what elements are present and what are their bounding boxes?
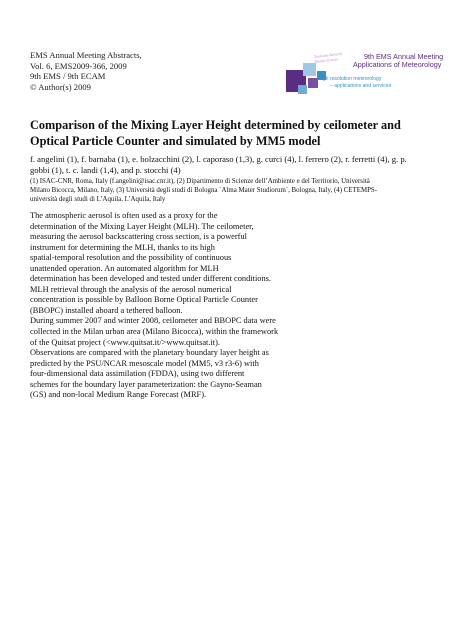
abstract-line: of the Quitsat project (<www.quitsat.it/>www.quitsat.it). [30,337,221,347]
ems-logo [284,50,444,96]
abstract-line: The atmospheric aerosol is often used as a proxy for the [30,211,218,220]
header-line: 9th EMS / 9th ECAM [30,71,106,82]
affiliation-line: Milano Bicocca, Milano, Italy, (3) Università degli studi di Bologna `Alma Mater Studiorum`, Bologna, Italy, (4) CETEMPS- [30,187,378,194]
affiliation-line: (1) ISAC-CNR, Roma, Italy (f.angelini@isac.cnr.it), (2) Dipartimento di Scienze dell’Ambiente e del Territorio, Università [30,178,370,185]
abstract-line: (GS) and non-local Medium Range Forecast (MRF). [30,390,207,400]
abstract-line: determination has been developed and tested under different conditions. [30,274,272,284]
abstract-line: MLH retrieval through the analysis of the aerosol numerical [30,284,232,294]
logo-title-line2: Applications of Meteorology [353,60,442,69]
journal-header [30,50,230,92]
abstract-line: measuring the aerosol backscattering cross section, is a powerful [30,232,247,242]
title-line: Comparison of the Mixing Layer Height determined by ceilometer and [30,118,401,132]
title-line: Optical Particle Counter and simulated by MM5 model [30,133,321,148]
abstract-line: spatial-temporal resolution and the possibility of continuous [30,253,232,263]
abstract-line: predicted by the PSU/NCAR mesoscale model (MM5, v3 r3-6) with [30,358,259,368]
header-line: Vol. 6, EMS2009-366, 2009 [30,60,127,71]
abstract-line: four-dimensional data assimilation (FDDA), using two different [30,369,245,379]
abstract-line: instrument for determining the MLH, thanks to its high [30,242,215,252]
abstract-body [30,211,330,401]
abstract-line: unattended operation. An automated algorithm for MLH [30,263,219,273]
abstract-line: collected in the Milan urban area (Milano Bicocca), within the framework [30,327,279,337]
abstract-line: schemes for the boundary layer parameterization: the Gayno-Seaman [30,379,262,389]
logo-title-line1: 9th EMS Annual Meeting [364,52,444,61]
affiliation-line: università degli studi di L’Aquila, L’Aquila, Italy [30,196,166,203]
abstract-line: (BBOPC) installed aboard a tethered balloon. [30,305,183,315]
logo-subtitle-line1: High resolution meteorology [318,76,382,82]
logo-subtitle-line2: – applications and services [330,83,392,89]
abstract-line: determination of the Mixing Layer Height (MLH). The ceilometer, [30,221,254,231]
abstract-line: concentration is possible by Balloon Borne Optical Particle Counter [30,295,258,305]
author-list [30,154,450,175]
abstract-line: Observations are compared with the planetary boundary layer height as [30,348,269,358]
header-line: EMS Annual Meeting Abstracts, [30,50,142,60]
logo-watermark-text: Toulouse-Bérards Hautes Graves [313,50,343,64]
header-line: © Author(s) 2009 [30,81,91,92]
paper-title [30,118,450,150]
authors-line: gobbi (1), t. c. landi (1,4), and p. stocchi (4) [30,164,181,175]
authors-line: f. angelini (1), f. barnaba (1), e. bolzacchini (2), l. caporaso (1,3), g. curci (4), l. ferrero (2), r. ferretti (4), g. p. [30,154,407,164]
affiliations [30,177,450,204]
abstract-line: During summer 2007 and winter 2008, ceilometer and BBOPC data were [30,316,276,326]
